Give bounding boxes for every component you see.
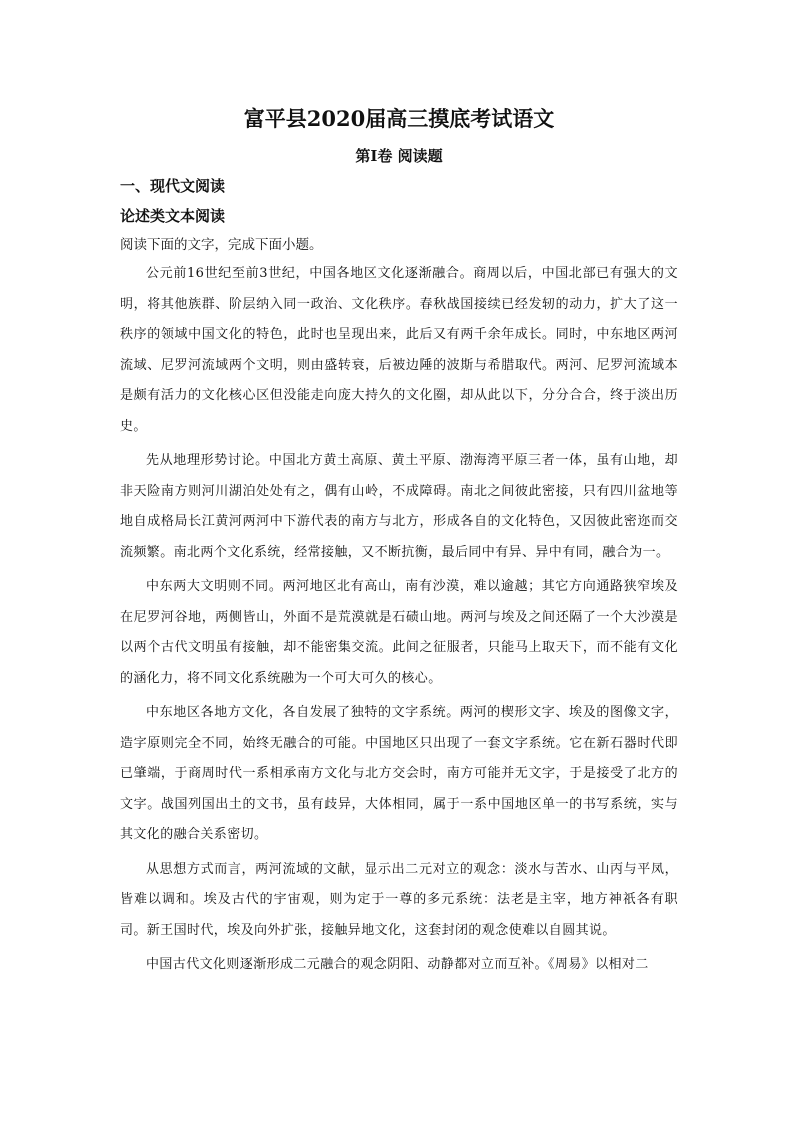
reading-instruction: 阅读下面的文字，完成下面小题。 [120, 237, 323, 253]
section-heading: 一、现代文阅读 [120, 177, 226, 195]
document-title: 富平县2020届高三摸底考试语文 [243, 106, 555, 131]
passage-paragraph-4: 中东地区各地方文化，各自发展了独特的文字系统。两河的楔形文字、埃及的图像文字，造字原则完全不同，始终无融合的可能。中国地区只出现了一套文字系统。它在新石器时代即已肇端，于商周时代一系相承南方文化与北方交会时，南方可能并无文字，于是接受了北方的文字。战国列国出土的文书，虽有歧异，大体相同，属于一系中国地区单一的书写系统，实与其文化的融合关系密切。 [120, 705, 678, 842]
passage-paragraph-2: 先从地理形势讨论。中国北方黄土高原、黄土平原、渤海湾平原三者一体，虽有山地，却非天险南方则河川湖泊处处有之，偶有山岭，不成障碍。南北之间彼此密接，只有四川盆地等地自成格局长江黄河两河中下游代表的南方与北方，形成各自的文化特色，又因彼此密迩而交流频繁。南北两个文化系统，经常接触，又不断抗衡，最后同中有异、异中有同，融合为一。 [120, 453, 678, 560]
part-title: 第Ⅰ卷 阅读题 [355, 147, 443, 165]
passage-paragraph-6: 中国古代文化则逐渐形成二元融合的观念阴阳、动静都对立而互补。《周易》以相对二 [146, 957, 649, 972]
passage-paragraph-3: 中东两大文明则不同。两河地区北有高山，南有沙漠，难以逾越；其它方向通路狭窄埃及在尼罗河谷地，两侧皆山，外面不是荒漠就是石碛山地。两河与埃及之间还隔了一个大沙漠是以两个古代文明虽有接触，却不能密集交流。此间之征服者，只能马上取天下，而不能有文化的涵化力，将不同文化系统融为一个可大可久的核心。 [120, 579, 678, 686]
subsection-heading: 论述类文本阅读 [120, 207, 226, 225]
passage-paragraph-5: 从思想方式而言，两河流域的文献，显示出二元对立的观念：淡水与苦水、山丙与平凤，皆难以调和。埃及古代的宇宙观，则为定于一尊的多元系统：法老是主宰，地方神祇各有职司。新王国时代，埃及向外扩张，接触异地文化，这套封闭的观念使难以自圆其说。 [120, 861, 678, 938]
passage-paragraph-1: 公元前16世纪至前3世纪，中国各地区文化逐渐融合。商周以后，中国北部已有强大的文明，将其他族群、阶层纳入同一政治、文化秩序。春秋战国接续已经发轫的动力，扩大了这一秩序的领域中国文化的特色，此时也呈现出来，此后又有两千余年成长。同时，中东地区两河流域、尼罗河流域两个文明，则由盛转衰，后被边陲的波斯与希腊取代。两河、尼罗河流域本是颇有活力的文化核心区但没能走向庞大持久的文化圈，却从此以下，分分合合，终于淡出历史。 [120, 266, 678, 434]
